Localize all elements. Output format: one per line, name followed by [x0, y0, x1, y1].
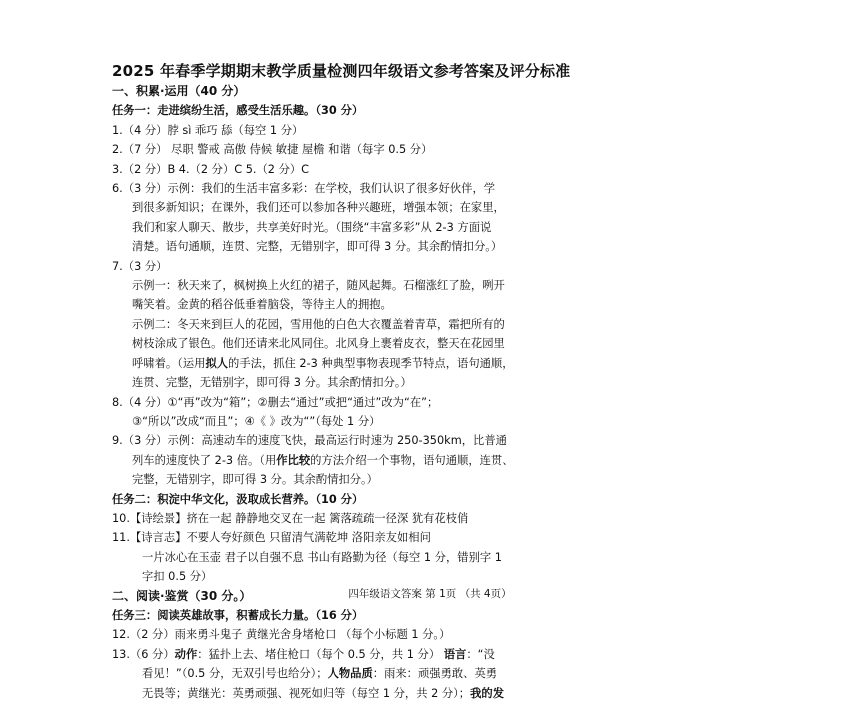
text-line — [112, 451, 820, 470]
text-line — [112, 412, 820, 431]
text-segment: 的手法，抓住 2-3 种典型事物表现季节特点，语句通顺， — [228, 356, 514, 370]
text-segment: 一片冰心在玉壶 君子以自强不息 书山有路勤为径（每空 1 分，错别字 1 — [142, 550, 502, 564]
text-segment: 连贯、完整，无错别字，即可得 3 分。其余酌情扣分。） — [132, 376, 412, 390]
text-segment: 12.（2 分）雨来勇斗鬼子 黄继光舍身堵枪口 （每个小标题 1 分。） — [112, 628, 451, 642]
text-segment: ③“所以”改成“而且”；④《 》改为“”（每处 1 分） — [132, 414, 381, 428]
text-segment: 8.（4 分）①“再”改为“箱”；②删去“通过”或把“通过”改为“在”； — [112, 395, 439, 409]
text-segment: 树枝涂成了银色。他们还请来北风同住。北风身上裹着皮衣，整天在花园里 — [132, 337, 505, 351]
text-segment: 列车的速度快了 2-3 倍。（用 — [132, 453, 277, 467]
text-segment: ：雨来：顽强勇敢、英勇 — [372, 667, 498, 681]
text-segment: 看见！”（0.5 分，无双引号也给分）； — [142, 667, 328, 681]
text-line — [112, 431, 820, 450]
text-line — [112, 606, 820, 625]
bold-keyword: 人物品质 — [327, 667, 373, 681]
text-segment: 呼啸着。（运用 — [132, 356, 206, 370]
text-line — [112, 664, 820, 683]
text-segment: 完整，无错别字，即可得 3 分。其余酌情扣分。） — [132, 473, 378, 487]
text-segment: 一、积累·运用（40 分） — [112, 84, 246, 98]
text-line — [112, 198, 820, 217]
text-line — [112, 470, 820, 489]
text-line — [112, 237, 820, 256]
text-line — [112, 179, 820, 198]
text-segment: 我们和家人聊天、散步，共享美好时光。（围绕“丰富多彩”从 2-3 方面说 — [132, 220, 492, 234]
text-line — [112, 218, 820, 237]
answer-body — [112, 82, 820, 703]
text-segment: 7.（3 分） — [112, 259, 168, 273]
text-line — [112, 121, 820, 140]
text-segment: 3.（2 分）B 4.（2 分）C 5.（2 分）C — [112, 162, 310, 176]
text-line — [112, 257, 820, 276]
text-segment: 9.（3 分）示例：高速动车的速度飞快，最高运行时速为 250-350km，比普通 — [112, 434, 507, 448]
text-segment: 任务三：阅读英雄故事，积蓄成长力量。（16 分） — [112, 608, 364, 622]
text-line — [112, 160, 820, 179]
text-line — [112, 625, 820, 644]
text-line — [112, 548, 820, 567]
text-line — [112, 101, 820, 120]
text-segment: 清楚。语句通顺，连贯、完整，无错别字，即可得 3 分。其余酌情扣分。） — [132, 240, 503, 254]
text-segment: 示例一：秋天来了，枫树换上火红的裙子，随风起舞。石榴涨红了脸，咧开 — [132, 279, 505, 293]
text-segment: 嘴笑着。金黄的稻谷低垂着脑袋，等待主人的拥抱。 — [132, 298, 392, 312]
text-segment: 的方法介绍一个事物，语句通顺，连贯、 — [310, 453, 514, 467]
bold-keyword: 作比较 — [276, 453, 311, 467]
page-title: 2025 年春季学期期末教学质量检测四年级语文参考答案及评分标准 — [112, 62, 571, 80]
bold-keyword: 拟人 — [205, 356, 229, 370]
text-segment: 字扣 0.5 分） — [142, 570, 213, 584]
text-line — [112, 393, 820, 412]
text-line — [112, 509, 820, 528]
text-segment: 示例二：冬天来到巨人的花园，雪用他的白色大衣覆盖着青草，霜把所有的 — [132, 317, 505, 331]
text-segment: 到很多新知识；在课外，我们还可以参加各种兴趣班，增强本领；在家里， — [132, 201, 505, 215]
text-line — [112, 373, 820, 392]
text-segment: 10.【诗绘景】挤在一起 静静地交叉在一起 篱落疏疏一径深 犹有花枝俏 — [112, 511, 469, 525]
text-line — [112, 645, 820, 664]
text-line — [112, 567, 820, 586]
text-segment: 2.（7 分） 尽职 警戒 高傲 侍候 敏捷 屋檐 和谐（每字 0.5 分） — [112, 143, 433, 157]
text-segment: 6.（3 分）示例：我们的生活丰富多彩：在学校，我们认识了很多好伙伴，学 — [112, 182, 496, 196]
text-line — [112, 684, 820, 703]
text-line — [112, 334, 820, 353]
text-line — [112, 140, 820, 159]
text-line — [112, 490, 820, 509]
text-segment: 二、阅读·鉴赏（30 分。） — [112, 588, 252, 603]
page-footer: 四年级语文答案 第 1页 （共 4页） — [348, 588, 512, 600]
text-line — [112, 295, 820, 314]
text-line — [112, 315, 820, 334]
text-line — [112, 354, 820, 373]
text-segment: ：“没 — [466, 647, 495, 661]
text-segment: 无畏等；黄继光：英勇顽强、视死如归等（每空 1 分，共 2 分）； — [142, 686, 471, 700]
bold-keyword: 动作 — [174, 647, 198, 661]
text-line — [112, 82, 820, 101]
bold-keyword: 语言 — [443, 647, 467, 661]
text-segment: 13.（6 分） — [112, 647, 175, 661]
text-segment: ：猛扑上去、堵住枪口（每个 0.5 分，共 1 分） — [197, 647, 444, 661]
text-segment: 11.【诗言志】不要人夸好颜色 只留清气满乾坤 洛阳亲友如相问 — [112, 531, 431, 545]
text-line — [112, 276, 820, 295]
bold-keyword: 我的发 — [470, 686, 505, 700]
text-segment: 任务二：积淀中华文化，汲取成长营养。（10 分） — [112, 492, 364, 506]
text-segment: 任务一：走进缤纷生活，感受生活乐趣。（30 分） — [112, 104, 364, 118]
text-segment: 1.（4 分）脖 sì 乖巧 舔（每空 1 分） — [112, 123, 304, 137]
text-line — [112, 528, 820, 547]
